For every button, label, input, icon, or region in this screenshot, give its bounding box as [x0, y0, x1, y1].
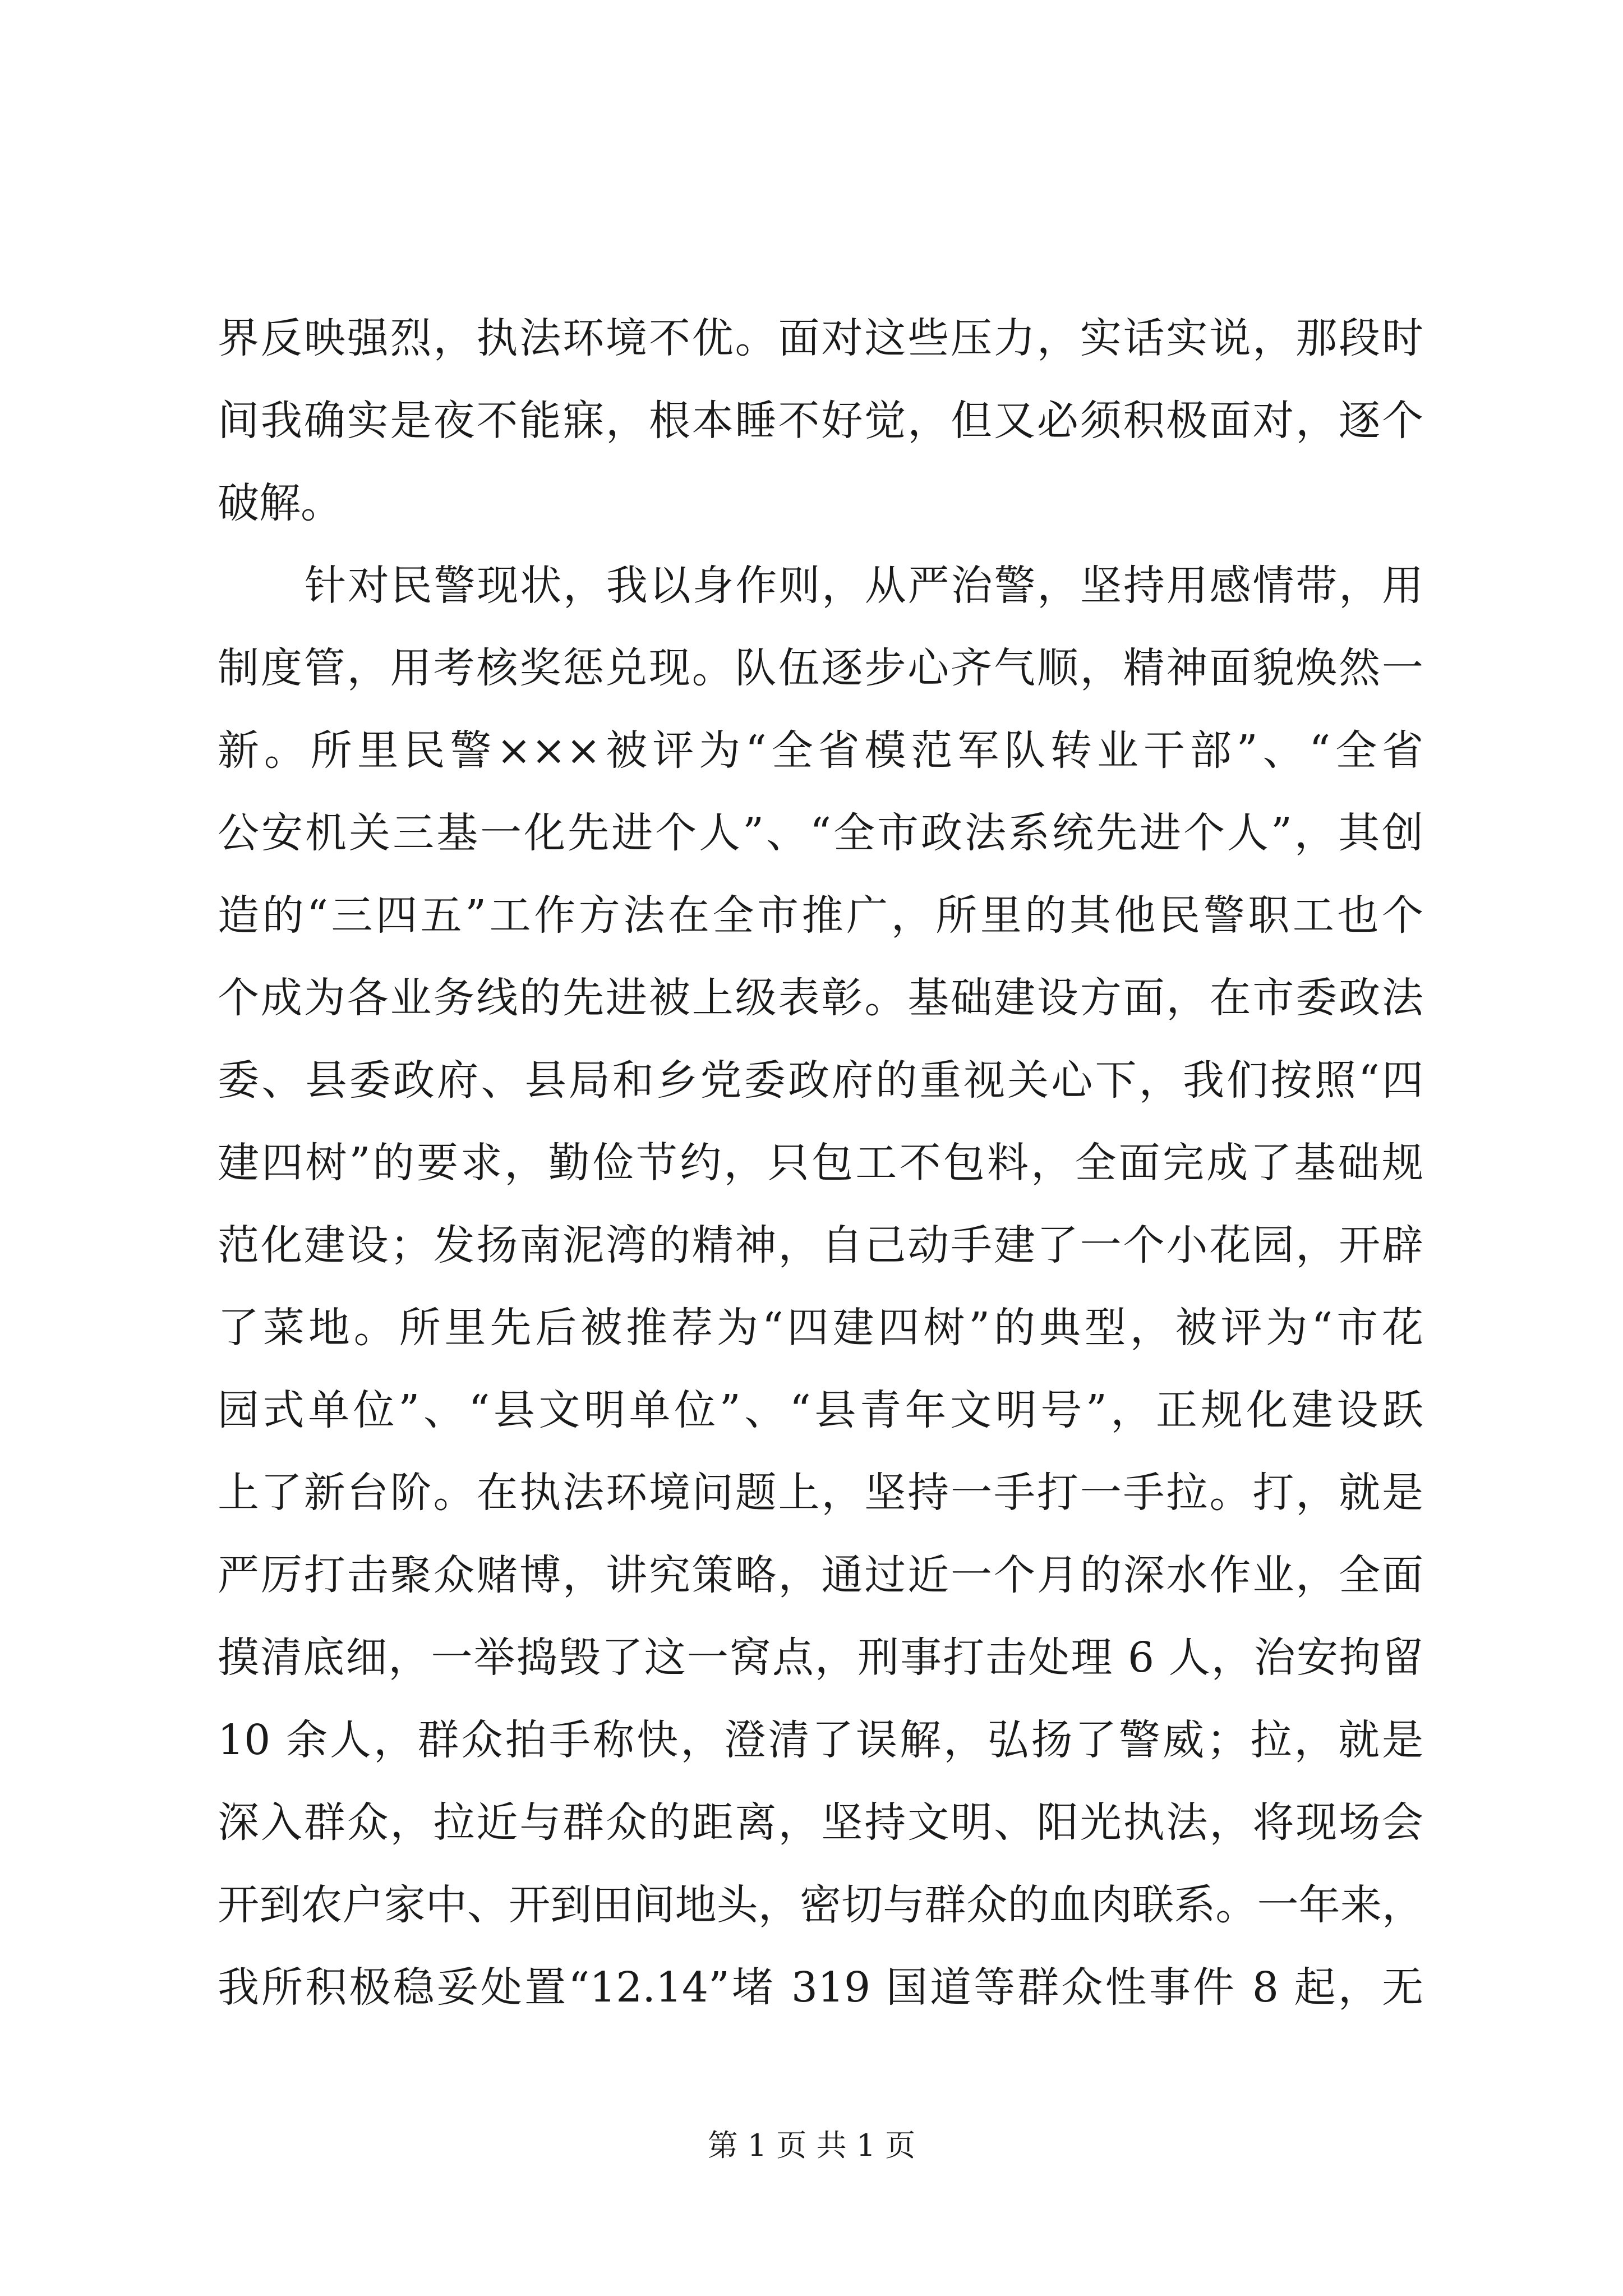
text-line: 园式单位”、“县文明单位”、“县青年文明号”，正规化建设跃 [218, 1386, 1423, 1434]
text-line [218, 2029, 1423, 2111]
text-line: 个成为各业务线的先进被上级表彰。基础建设方面，在市委政法 [218, 974, 1423, 1022]
document-body [218, 297, 1423, 2111]
text-line: 10 余人，群众拍手称快，澄清了误解，弘扬了警威；拉，就是 [218, 1716, 1423, 1764]
text-line: 上了新台阶。在执法环境问题上，坚持一手打一手拉。打，就是 [218, 1469, 1423, 1517]
paragraph-2 [218, 545, 1423, 2111]
text-line: 建四树”的要求，勤俭节约，只包工不包料，全面完成了基础规 [218, 1139, 1423, 1187]
text-line: 我所积极稳妥处置“12.14”堵 319 国道等群众性事件 8 起，无 [218, 1963, 1423, 2012]
text-line: 针对民警现状，我以身作则，从严治警，坚持用感情带，用 [305, 562, 1423, 610]
text-line: 间我确实是夜不能寐，根本睡不好觉，但又必须积极面对，逐个 [218, 397, 1423, 445]
text-line: 界反映强烈，执法环境不优。面对这些压力，实话实说，那段时 [218, 314, 1423, 362]
page-footer: 第 1 页 共 1 页 [707, 2128, 916, 2163]
text-line: 深入群众，拉近与群众的距离，坚持文明、阳光执法，将现场会 [218, 1798, 1423, 1847]
text-line: 制度管，用考核奖惩兑现。队伍逐步心齐气顺，精神面貌焕然一 [218, 644, 1423, 692]
text-line: 了菜地。所里先后被推荐为“四建四树”的典型，被评为“市花 [218, 1304, 1423, 1352]
text-line: 破解。 [218, 479, 342, 527]
text-line: 范化建设；发扬南泥湾的精神，自己动手建了一个小花园，开辟 [218, 1221, 1423, 1269]
text-line: 严厉打击聚众赌博，讲究策略，通过近一个月的深水作业，全面 [218, 1551, 1423, 1599]
text-line: 新。所里民警×××被评为“全省模范军队转业干部”、“全省 [218, 726, 1423, 775]
text-line: 公安机关三基一化先进个人”、“全市政法系统先进个人”，其创 [218, 809, 1423, 857]
text-line: 摸清底细，一举捣毁了这一窝点，刑事打击处理 6 人，治安拘留 [218, 1634, 1423, 1682]
text-line: 委、县委政府、县局和乡党委政府的重视关心下，我们按照“四 [218, 1056, 1423, 1105]
text-line: 造的“三四五”工作方法在全市推广，所里的其他民警职工也个 [218, 891, 1423, 940]
text-line: 开到农户家中、开到田间地头，密切与群众的血肉联系。一年来， [218, 1881, 1423, 1929]
paragraph-1 [218, 297, 1423, 545]
